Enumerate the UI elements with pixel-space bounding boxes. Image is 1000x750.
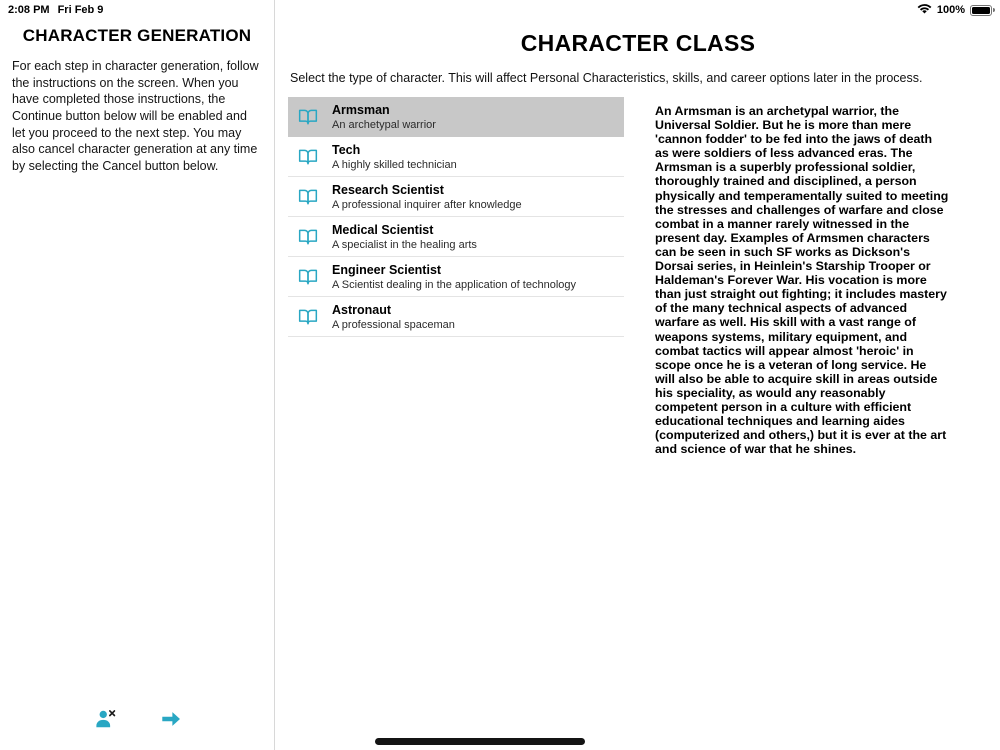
class-name: Medical Scientist	[332, 222, 434, 237]
status-date: Fri Feb 9	[57, 4, 104, 16]
class-list-item-engineer-scientist[interactable]	[288, 257, 624, 297]
class-detail-text: An Armsman is an archetypal warrior, the Universal Soldier. But he is more than mere 'cannon fodder' to be fed into the jaws of death as were soldiers of less advanced eras. The Armsman is a superbly professional soldier, thoroughly trained and disciplined, a person physically and temperamentally suited to meeting the stresses and challenges of warfare and close combat in a manner rarely witnessed in the present day. Examples of Armsmen characters can be seen in such SF works as Dickson's Dorsai series, in Heinlein's Starship Trooper or Haldeman's Forever War. His vocation is more than just straight out fighting; it includes mastery of the many technical aspects of advanced warfare as well. His skill with a vast range of weapons systems, military equipment, and combat tactics will appear almost 'heroic' in scope once he is a veteran of long service. He will also be able to acquire skill in areas outside his speciality, as would any reasonably competent person in a culture with efficient educational techniques and learning aides (computerized and others,) but it is ever at the art and science of war that he shines.	[655, 104, 949, 457]
book-open-icon	[298, 147, 318, 167]
arrow-right-icon	[160, 708, 182, 730]
sidebar-title: CHARACTER GENERATION	[22, 26, 252, 45]
book-open-icon	[298, 187, 318, 207]
main-panel	[276, 20, 1000, 750]
battery-icon	[970, 5, 992, 16]
status-time: 2:08 PM	[8, 4, 50, 16]
class-description: A professional spaceman	[332, 318, 455, 331]
sidebar-instructions: For each step in character generation, follow the instructions on the screen. When you have completed those instructions, the Continue button below will be enabled and let you proceed to the next step. You may also cancel character generation at any time by selecting the Cancel button below.	[12, 59, 259, 173]
class-name: Astronaut	[332, 302, 392, 317]
class-name: Armsman	[332, 102, 390, 117]
class-name: Tech	[332, 142, 361, 157]
class-name: Research Scientist	[332, 182, 444, 197]
class-list-item-armsman[interactable]	[288, 97, 624, 137]
class-list-item-research-scientist[interactable]	[288, 177, 624, 217]
page-subtitle: Select the type of character. This will affect Personal Characteristics, skills, and career options later in the process.	[290, 71, 923, 85]
class-description: An archetypal warrior	[332, 118, 436, 131]
sidebar	[0, 0, 275, 750]
class-list-item-medical-scientist[interactable]	[288, 217, 624, 257]
book-open-icon	[298, 227, 318, 247]
class-list	[288, 97, 624, 337]
class-description: A specialist in the healing arts	[332, 238, 477, 251]
class-list-item-astronaut[interactable]	[288, 297, 624, 337]
wifi-icon	[917, 3, 932, 17]
book-open-icon	[298, 307, 318, 327]
book-open-icon	[298, 107, 318, 127]
home-indicator[interactable]	[375, 738, 585, 745]
class-name: Engineer Scientist	[332, 262, 442, 277]
continue-button[interactable]	[160, 708, 182, 730]
sidebar-actions	[0, 708, 275, 732]
battery-percent: 100%	[936, 4, 965, 16]
class-description: A Scientist dealing in the application of technology	[332, 278, 576, 291]
class-description: A highly skilled technician	[332, 158, 457, 171]
page-title: CHARACTER CLASS	[520, 30, 756, 56]
cancel-button[interactable]	[95, 708, 117, 730]
person-x-icon	[95, 708, 117, 730]
class-list-item-tech[interactable]	[288, 137, 624, 177]
class-description: A professional inquirer after knowledge	[332, 198, 522, 211]
book-open-icon	[298, 267, 318, 287]
